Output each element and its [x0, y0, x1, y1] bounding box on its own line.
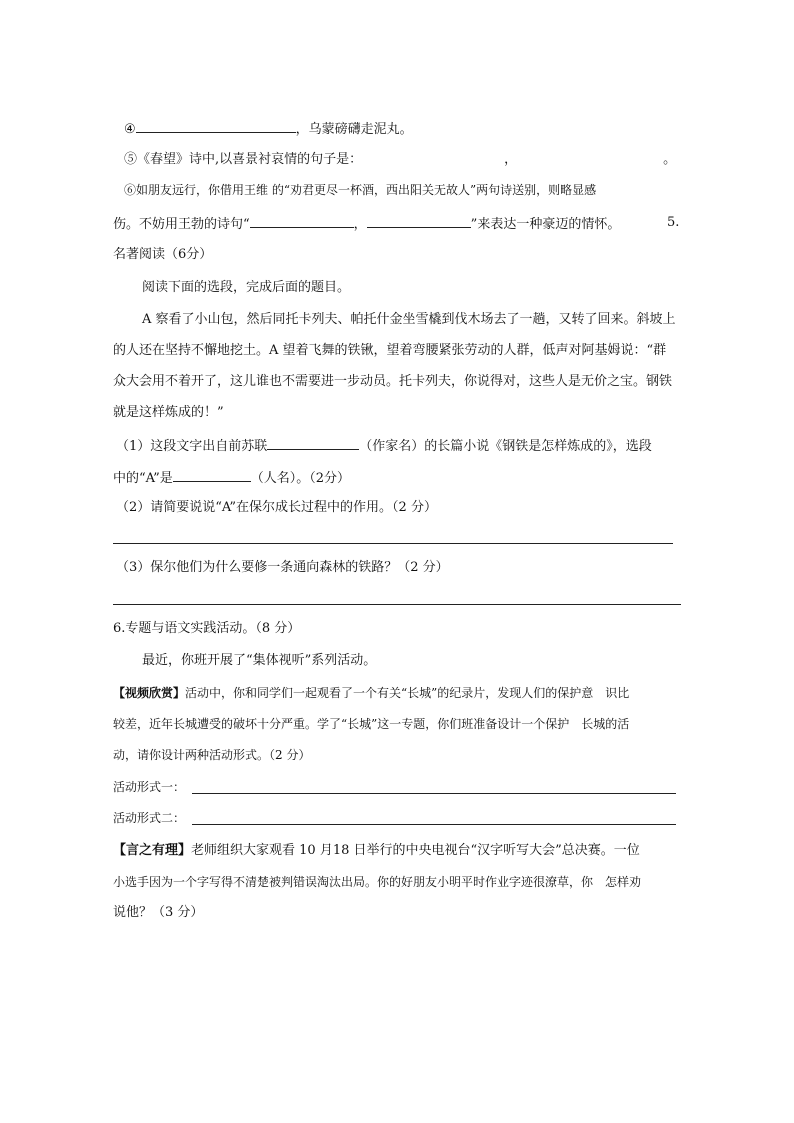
item-6-line2-b: ”来表达一种豪迈的情怀。: [470, 217, 621, 232]
video-line2: 较差，近年长城遭受的破坏十分严重。学了“长城”这一专题，你们班准备设计一个保护 长城的活: [113, 717, 630, 731]
item-6-line1: ⑥如朋友远行，你借用王维 的“劝君更尽一杯酒，西出阳关无故人”两句诗送别，则略显感: [124, 183, 597, 197]
talk-line2: 小选手因为一个字写得不清楚被判错误淘汰出局。你的好朋友小明平时作业字迹很潦草，你 怎样劝: [113, 875, 642, 889]
passage-line: 的人还在坚持不懈地挖土。A 望着飞舞的铁锹，望着弯腰紧张劳动的人群，低声对阿基姆说：“群: [113, 343, 667, 358]
question-5-intro: 阅读下面的选段，完成后面的题目。: [142, 280, 351, 295]
sub-question-1-a: （1）这段文字出自前苏联: [116, 439, 268, 454]
item-6-comma: ，: [353, 217, 367, 232]
sub-question-3: （3）保尔他们为什么要修一条通向森林的铁路？（2 分）: [116, 560, 449, 575]
video-line3: 动，请你设计两种活动形式。（2 分）: [113, 748, 311, 762]
question-5-number: 5.: [667, 215, 680, 230]
sub-question-1-line2: [113, 469, 350, 487]
video-text-1: 活动中，你和同学们一起观看了一个有关“长城”的纪录片，发现人们的保护意 识比: [185, 686, 630, 700]
item-6-blank-2[interactable]: [367, 215, 471, 228]
form-2-answer-line[interactable]: [192, 824, 676, 825]
item-6-line2-a: 伤。不妨用王勃的诗句“: [113, 217, 250, 232]
form-2-label: 活动形式二：: [113, 811, 186, 825]
item-5: [124, 152, 676, 168]
item-6-blank-1[interactable]: [250, 215, 354, 228]
talk-tag: 【言之有理】: [113, 843, 192, 858]
item-4: [124, 120, 413, 138]
item-4-suffix: ，乌蒙磅礴走泥丸。: [295, 122, 413, 137]
item-5-comma: ，: [504, 152, 518, 167]
sub-question-1-b: （作家名）的长篇小说《钢铁是怎样炼成的》，选段: [359, 439, 652, 454]
talk-text-1: 老师组织大家观看 10 月18 日举行的中央电视台“汉字听写大会”总决赛。一位: [191, 843, 640, 858]
form-1-label: 活动形式一：: [113, 780, 186, 794]
video-tag: 【视频欣赏】: [113, 686, 186, 700]
talk-line3: 说他？（3 分）: [113, 905, 204, 920]
question-6-intro: 最近，你班开展了“集体视听”系列活动。: [142, 653, 377, 668]
item-5-period: 。: [663, 152, 677, 167]
passage-line: 众大会用不着开了，这儿谁也不需要进一步动员。托卡列夫，你说得对，这些人是无价之宝。钢铁: [113, 374, 673, 389]
question-5-title: 名著阅读（6分）: [113, 247, 213, 262]
sub-question-1-c: 中的“A”是: [113, 471, 173, 486]
item-4-prefix: ④: [124, 122, 136, 137]
item-6-line2: [113, 215, 620, 233]
form-1-answer-line[interactable]: [192, 793, 676, 794]
name-blank[interactable]: [173, 469, 251, 482]
sub-question-2: （2）请简要说说“A”在保尔成长过程中的作用。（2 分）: [116, 500, 437, 515]
answer-line-3[interactable]: [113, 604, 681, 605]
video-line1: [113, 685, 629, 701]
talk-line1: [113, 843, 640, 859]
item-4-blank[interactable]: [136, 120, 296, 133]
question-6-title: 6.专题与语文实践活动。（8 分）: [113, 621, 301, 636]
item-5-text: ⑤《春望》诗中,以喜景衬哀情的句子是：: [124, 152, 363, 167]
passage-line: A 察看了小山包，然后同托卡列夫、帕托什金坐雪橇到伐木场去了一趟，又转了回来。斜坡上: [142, 312, 676, 327]
answer-line-2[interactable]: [113, 543, 673, 544]
author-blank[interactable]: [267, 437, 359, 450]
sub-question-1-line1: [116, 437, 652, 455]
sub-question-1-d: （人名）。（2分）: [250, 471, 351, 486]
passage-line: 就是这样炼成的！”: [113, 405, 224, 420]
